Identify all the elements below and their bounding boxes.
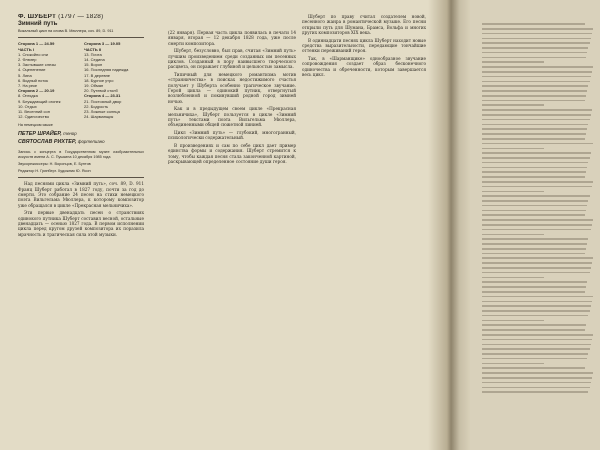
illegible-text-line: [482, 66, 593, 68]
column-3: [302, 14, 426, 80]
track: 24. Шарманщик: [84, 114, 114, 120]
illegible-text-line: [482, 47, 588, 49]
illegible-text-line: [482, 272, 590, 274]
track: 23. Ложные солнца: [84, 109, 120, 115]
illegible-text-line: [482, 81, 590, 83]
illegible-text-line: [482, 195, 590, 197]
illegible-text-line: [482, 181, 593, 183]
divider: [18, 37, 144, 38]
illegible-text-line: [482, 253, 585, 255]
editor-credit: Редактор Н. Гринберг. Художник Ю. Ясон: [18, 168, 91, 173]
track: 3. Застывшие слезы: [18, 62, 56, 68]
illegible-text-line: [482, 286, 586, 288]
pianist-name: СВЯТОСЛАВ РИХТЕР,: [18, 139, 77, 146]
illegible-text-line: [482, 200, 588, 202]
illegible-text-line: [482, 23, 585, 25]
illegible-text-line: [482, 76, 591, 78]
cycle-note: Вокальный цикл на слова В. Мюллера, соч. 89, D. 911: [18, 28, 114, 33]
track: 18. Бурное утро: [84, 77, 114, 83]
illegible-text-line: [482, 353, 588, 355]
illegible-text-line: [482, 152, 591, 154]
illegible-text-line: [482, 372, 593, 374]
illegible-text-line: [482, 363, 544, 365]
illegible-text-line: [482, 377, 592, 379]
track: 5. Липа: [18, 72, 32, 78]
illegible-text-line: [482, 339, 592, 341]
track: 9. Блуждающий огонек: [18, 98, 61, 104]
body-paragraph: Так, в «Шарманщике» однообразное звучание сопровождения создает образ бесконечного одиночества и обреченности, которым завершается весь цикл.: [302, 56, 426, 77]
pianist: [18, 138, 144, 146]
track: 8. Оглядка: [18, 93, 38, 99]
illegible-text-line: [482, 214, 585, 216]
illegible-text-line: [482, 205, 587, 207]
illegible-text-line: [482, 85, 588, 87]
illegible-text-line: [482, 391, 588, 393]
illegible-text-line: [482, 191, 544, 193]
illegible-text-line: [482, 114, 591, 116]
side4-header: Сторона 4 — 23.31: [84, 93, 121, 99]
track: 17. В деревне: [84, 72, 111, 78]
illegible-text-line: [482, 162, 588, 164]
body-paragraph: В произведениях и сам по себе цикл дает пример единства формы и содержания. Шуберт стремится к тому, чтобы каждая песня стала законченной картиной, раскрывающей определенное состояние души героя.: [168, 143, 296, 165]
track: 15. Ворон: [84, 62, 103, 68]
illegible-text-line: [482, 138, 585, 140]
track: 19. Обман: [84, 83, 104, 89]
illegible-text-line: [482, 358, 587, 360]
body-paragraph: Эти первые двенадцать песен о странствиях одинокого путника Шуберт составил весной, остальные двенадцать — осенью 1827 года. В первом исполнении цикла перед кругом друзей композитора их поразила мрачность и трагическая сила этой музыки.: [18, 210, 144, 237]
composer-heading: [18, 14, 144, 19]
side3-header: Сторона 3 — 19.05: [84, 41, 121, 47]
body-paragraph: В одиннадцати песнях цикла Шуберт находит новые средства выразительности, передающие тончайшие оттенки переживаний героя.: [302, 37, 426, 54]
illegible-text-line: [482, 334, 593, 336]
track: 12. Одиночество: [18, 114, 50, 120]
illegible-text-line: [482, 224, 592, 226]
illegible-text-line: [482, 296, 593, 298]
illegible-text-line: [482, 61, 544, 63]
illegible-text-line: [482, 171, 586, 173]
illegible-text-line: [482, 277, 544, 279]
page-gutter: [428, 0, 470, 450]
illegible-text-line: [482, 124, 588, 126]
illegible-text-line: [482, 305, 591, 307]
illegible-text-line: [482, 329, 585, 331]
illegible-text-line: [482, 90, 587, 92]
track: 1. Спокойно спи: [18, 51, 48, 57]
illegible-text-line: [482, 382, 591, 384]
track: 2. Флюгер: [18, 57, 37, 62]
illegible-text-line: [482, 315, 588, 317]
tracklist-left: [18, 41, 78, 119]
body-paragraph: Как и в предыдущем своем цикле «Прекрасная мельничиха», Шуберт пользуется в цикле «Зимний путь» текстами поэта Вильгельма Мюллера, объединенными общей сюжетной линией.: [168, 106, 296, 128]
illegible-text-line: [482, 95, 586, 97]
illegible-text-line: [482, 71, 592, 73]
illegible-text-line: [482, 257, 593, 259]
track: 14. Седина: [84, 57, 105, 62]
illegible-text-line: [482, 262, 592, 264]
illegible-text-line: [482, 267, 591, 269]
illegible-text-line: [482, 100, 585, 102]
composer-name: Ф. ШУБЕРТ: [18, 14, 57, 20]
body-paragraph: Цикл «Зимний путь» — глубокий, многогранный, психологически содержательный.: [168, 130, 296, 141]
track: 13. Почта: [84, 51, 102, 57]
illegible-text-line: [482, 248, 586, 250]
illegible-text-line: [482, 167, 587, 169]
illegible-text-line: [482, 33, 592, 35]
body-paragraph: Шуберт, безусловно, был прав, считая «Зимний путь» лучшим произведением среди созданных им песенных циклов. Созданный в пору наивысшего творческого расцвета, он поражает глубиной и цельностью замысла.: [168, 48, 296, 70]
illegible-text-line: [482, 238, 588, 240]
illegible-text-line: [482, 104, 544, 106]
singer-role: тенор: [63, 131, 77, 137]
illegible-text-line: [482, 210, 586, 212]
illegible-text-line: [482, 133, 586, 135]
track: 6. Водный поток: [18, 77, 49, 83]
illegible-text-line: [482, 367, 585, 369]
illegible-text-line: [482, 176, 585, 178]
illegible-text-line: [482, 128, 587, 130]
track: 7. На реке: [18, 83, 38, 89]
illegible-text-line: [482, 348, 590, 350]
illegible-text-line: [482, 320, 544, 322]
singer: [18, 130, 144, 138]
illegible-text-line: [482, 148, 544, 150]
illegible-text-line: [482, 119, 590, 121]
language-note: На немецком языке: [18, 123, 53, 128]
illegible-text-line: [482, 281, 587, 283]
illegible-text-line: [482, 38, 591, 40]
illegible-text-line: [482, 310, 590, 312]
illegible-text-line: [482, 57, 586, 59]
illegible-text-line: [482, 344, 591, 346]
tracklist: [18, 41, 144, 119]
divider: [18, 177, 144, 178]
track: 11. Весенний сон: [18, 109, 50, 115]
illegible-text-line: [482, 157, 590, 159]
illegible-text-line: [482, 291, 585, 293]
track: 4. Оцепенение: [18, 67, 46, 73]
illegible-text-line: [482, 387, 590, 389]
illegible-text-line: [482, 186, 592, 188]
side1-header: Сторона 1 — 24.59: [18, 41, 55, 47]
cycle-title: Зимний путь: [18, 20, 58, 28]
body-paragraph: (22 января). Первая часть цикла появилась в печати 14 января, вторая — 12 декабря 1828 года, уже после смерти композитора.: [168, 30, 296, 46]
illegible-text-line: [482, 109, 592, 111]
body-paragraph: Типичный для немецкого романтизма мотив «странничества» в поисках недостижимого счастья получает у Шуберта особенно трагическое звучание. Герой цикла — одинокий путник, отвергнутый возлюбленной и покинувший родной город зимней ночью.: [168, 72, 296, 104]
illegible-text-line: [482, 301, 592, 303]
illegible-text-line: [482, 243, 587, 245]
track: 16. Последняя надежда: [84, 67, 129, 73]
pianist-role: фортепиано: [77, 139, 105, 145]
illegible-text-line: [482, 324, 586, 326]
column-1: [18, 14, 144, 239]
track: 22. Бодрость: [84, 103, 109, 109]
illegible-text-line: [482, 42, 590, 44]
body-paragraph: Шуберт по праву считал создателем новой, песенного жанра в романтической музыке. Его песни открыли путь для Шумана, Брамса, Вольфа и многих других композиторов XIX века.: [302, 14, 426, 35]
track: 20. Путевой столб: [84, 88, 118, 94]
track: 10. Отдых: [18, 103, 37, 109]
right-page: [470, 0, 600, 450]
composer-years: (1797 — 1828): [58, 14, 104, 20]
part1-label: ЧАСТЬ I: [18, 46, 34, 52]
singer-name: ПЕТЕР ШРАЙЕР,: [18, 131, 62, 138]
recording-credit: Запись с концерта в Государственном музее изобразительных искусств имени А. С. Пушкина 10 декабря 1985 года: [18, 150, 144, 160]
side2-header: Сторона 2 — 20.19: [18, 88, 55, 94]
illegible-text-line: [482, 28, 593, 30]
tracklist-right: [84, 41, 144, 119]
column-2: [168, 30, 296, 167]
illegible-text-line: [482, 229, 591, 231]
part2-label: ЧАСТЬ II: [84, 46, 102, 52]
track: 21. Постоялый двор: [84, 98, 122, 104]
illegible-text-line: [482, 219, 593, 221]
illegible-text-line: [482, 234, 544, 236]
right-page-text-block: [482, 20, 594, 396]
engineers-credit: Звукорежиссеры: Н. Воронцов, Е. Бунтов: [18, 161, 91, 166]
illegible-text-line: [482, 143, 593, 145]
illegible-text-line: [482, 52, 587, 54]
body-paragraph: Над песнями цикла «Зимний путь», соч. 89, D. 911 Франц Шуберт работал в 1827 году, почти за год до смерти. Это собрание 24 песен на стихи немецкого поэта Вильгельма Мюллера, к которому композитор уже обращался в цикле «Прекрасная мельничиха».: [18, 181, 144, 208]
